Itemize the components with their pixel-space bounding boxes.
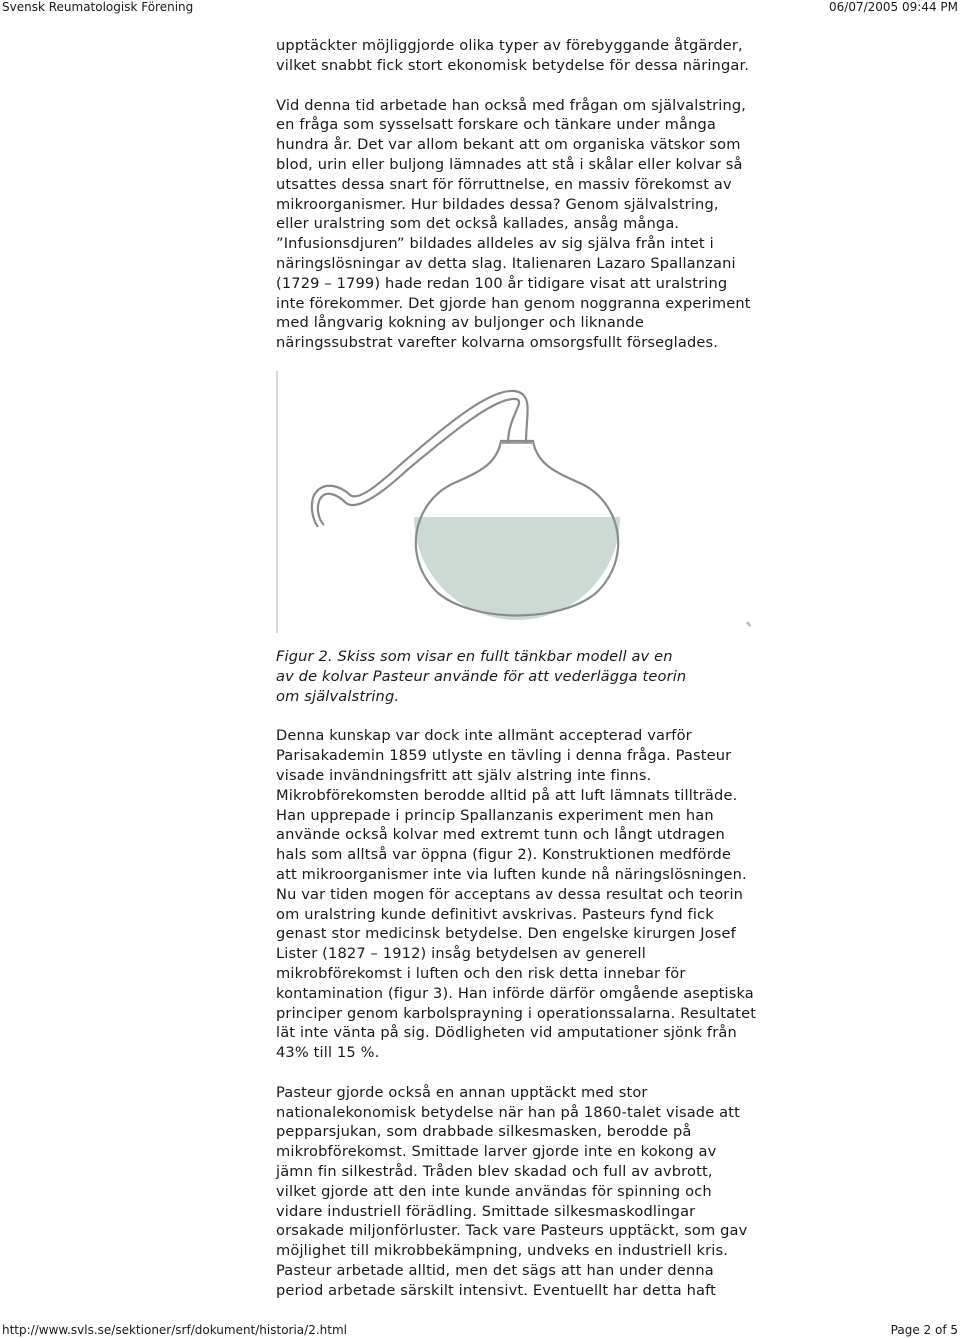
footer-url: http://www.svls.se/sektioner/srf/dokument/historia/2.html	[2, 1323, 347, 1337]
figure-caption: Figur 2. Skiss som visar en fullt tänkbar modell av en av de kolvar Pasteur använde för att vederlägga teorin om självalstring.	[276, 647, 687, 705]
artist-signature: ✎	[746, 620, 752, 629]
figure-swan-neck-flask	[276, 371, 796, 633]
paragraph-paris-academy: Denna kunskap var dock inte allmänt accepterad varför Parisakademin 1859 utlyste en tävling i denna fråga. Pasteur visade invändningsfritt att själv alstring inte finns. Mikrobförekomsten berodde alltid på att luft lämnats tillträde. Han upprepade i princip Spallanzanis experiment men han använde också kolvar med extremt tunn och långt utdragen hals som alltså var öppna (figur 2). Konstruktionen medförde att mikroorganismer inte via luften kunde nå näringslösningen. Nu var tiden mogen för acceptans av dessa resultat och teorin om uralstring kunde definitivt avskrivas. Pasteurs fynd fick genast stor medicinsk betydelse. Den engelske kirurgen Josef Lister (1827 – 1912) insåg betydelsen av generell mikrobförekomst i luften och den risk detta innebar för kontamination (figur 3). Han införde därför omgående aseptiska principer genom karbolsprayning i operationssalarna. Resultatet lät inte vänta på sig. Dödligheten vid amputationer sjönk från 43% till 15 %.	[276, 727, 757, 1062]
paragraph-intro: upptäckter möjliggjorde olika typer av förebyggande åtgärder, vilket snabbt fick stort ekonomisk betydelse för dessa näringar.	[276, 37, 750, 74]
paragraph-self-generation: Vid denna tid arbetade han också med frågan om självalstring, en fråga som sysselsatt forskare och tänkare under många hundra år. Det var allom bekant att om organiska vätskor som blod, urin eller buljong lämnades att stå i skålar eller kolvar så utsattes dessa snart för förruttnelse, en massiv förekomst av mikroorganismer. Hur bildades dessa? Genom självalstring, eller uralstring som det också kallades, ansåg många. ”Infusionsdjuren” bildades alldeles av sig själva från intet i näringslösningar av detta slag. Italienaren Lazaro Spallanzani (1729 – 1799) hade redan 100 år tidigare visat att uralstring inte förekommer. Det gjorde han genom noggranna experiment med långvarig kokning av buljonger och liknande näringssubstrat varefter kolvarna omsorgsfullt förseglades.	[276, 96, 751, 352]
swan-neck-flask-illustration	[276, 371, 796, 633]
flask-tube	[318, 399, 519, 525]
header-datetime: 06/07/2005 09:44 PM	[829, 0, 958, 14]
paragraph-silkworm: Pasteur gjorde också en annan upptäckt med stor nationalekonomisk betydelse när han på 1860-talet visade att pepparsjukan, som drabbade silkesmasken, berodde på mikrobförekomst. Smittade larver gjorde inte en kokong av jämn fin silkestråd. Tråden blev skadad och full av avbrott, vilket gjorde att den inte kunde användas för spinning och vidare industriell förädling. Smittade silkesmaskodlingar orsakade miljonförluster. Tack vare Pasteurs upptäckt, som gav möjlighet till mikrobbekämpning, undveks en industriell kris. Pasteur arbetade alltid, men det sägs att han under denna period arbetade särskilt intensivt. Eventuellt har detta haft	[276, 1083, 748, 1299]
print-footer	[0, 1322, 960, 1338]
print-header	[0, 0, 960, 14]
article-body	[276, 36, 816, 1301]
flask-liquid	[414, 517, 620, 620]
header-site-title: Svensk Reumatologisk Förening	[2, 0, 194, 14]
footer-page-number: Page 2 of 5	[890, 1323, 958, 1337]
